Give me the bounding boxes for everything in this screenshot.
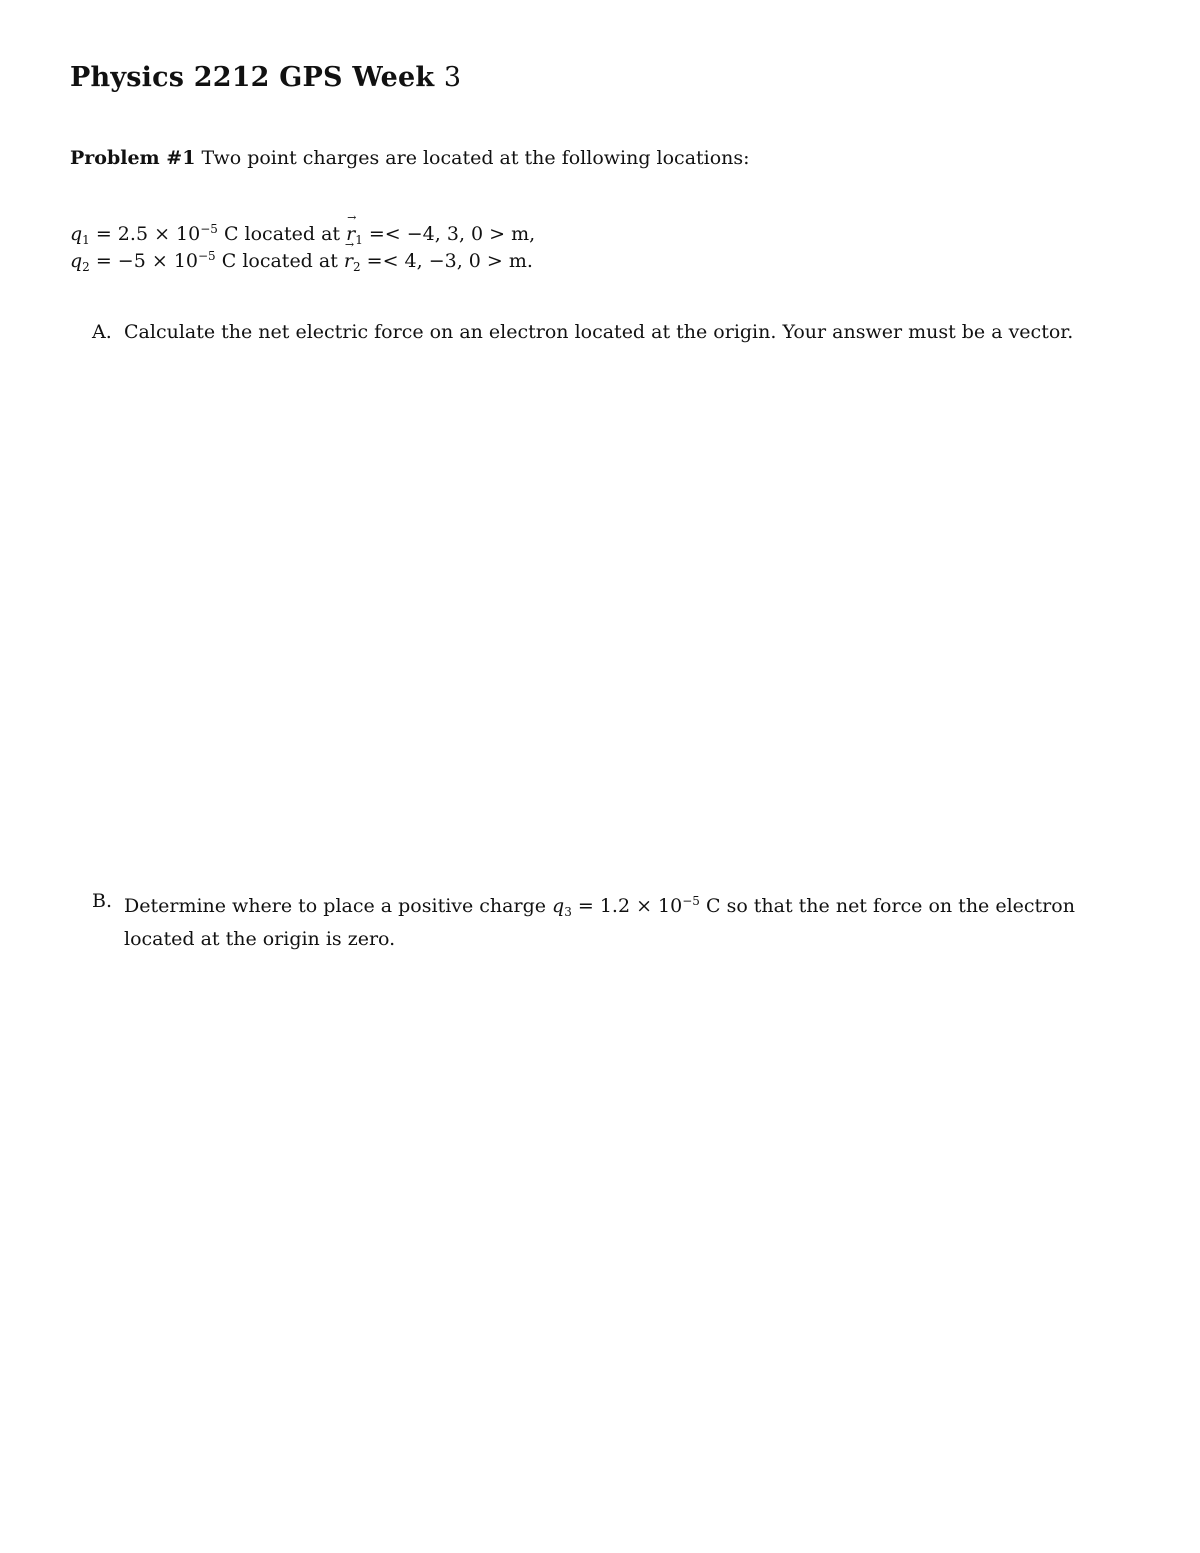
problem-intro: Two point charges are located at the following locations:	[201, 147, 750, 169]
part-a	[92, 319, 1134, 346]
charge-exponent: −5	[200, 222, 218, 236]
position-value: =< 4, −3, 0 > m.	[360, 250, 533, 272]
charge-line-1	[70, 222, 535, 247]
charge-line-2	[70, 249, 533, 274]
title-week-number: 3	[443, 62, 462, 93]
position-vector-symbol: → r	[344, 250, 353, 272]
part-b-letter: B.	[92, 890, 113, 912]
charge-unit: C located at	[215, 250, 344, 272]
position-value: =< −4, 3, 0 > m,	[362, 223, 536, 245]
charge-symbol: q	[552, 895, 565, 917]
part-a-letter: A.	[92, 321, 112, 343]
charge-unit: C located at	[217, 223, 347, 245]
part-a-text: Calculate the net electric force on an electron located at the origin. Your answer must be a vector.	[124, 321, 1074, 343]
part-b-text-before: Determine where to place a positive charge	[124, 895, 553, 917]
charge-symbol: q	[70, 223, 83, 245]
part-b-body	[124, 888, 1134, 953]
charge-value: = −5 × 10	[89, 250, 198, 272]
charge-value: = 2.5 × 10	[89, 223, 201, 245]
position-index: 1	[355, 233, 363, 247]
page-title	[70, 62, 461, 93]
problem-label: Problem #1	[70, 147, 196, 169]
part-b	[92, 888, 1134, 953]
charge-exponent: −5	[682, 894, 700, 908]
charge-value: = 1.2 × 10	[571, 895, 683, 917]
charge-index: 3	[564, 905, 572, 919]
part-b-text-after: C so that the net force on the electron located at the origin is zero.	[124, 895, 1075, 950]
title-text: Physics 2212 GPS Week	[70, 62, 435, 93]
charge-index: 2	[82, 260, 90, 274]
charge-symbol: q	[70, 250, 83, 272]
problem-statement	[70, 147, 750, 169]
position-index: 2	[352, 260, 361, 274]
position-vector-symbol: → r	[346, 223, 355, 245]
charge-exponent: −5	[198, 249, 216, 263]
charge-index: 1	[82, 233, 90, 247]
